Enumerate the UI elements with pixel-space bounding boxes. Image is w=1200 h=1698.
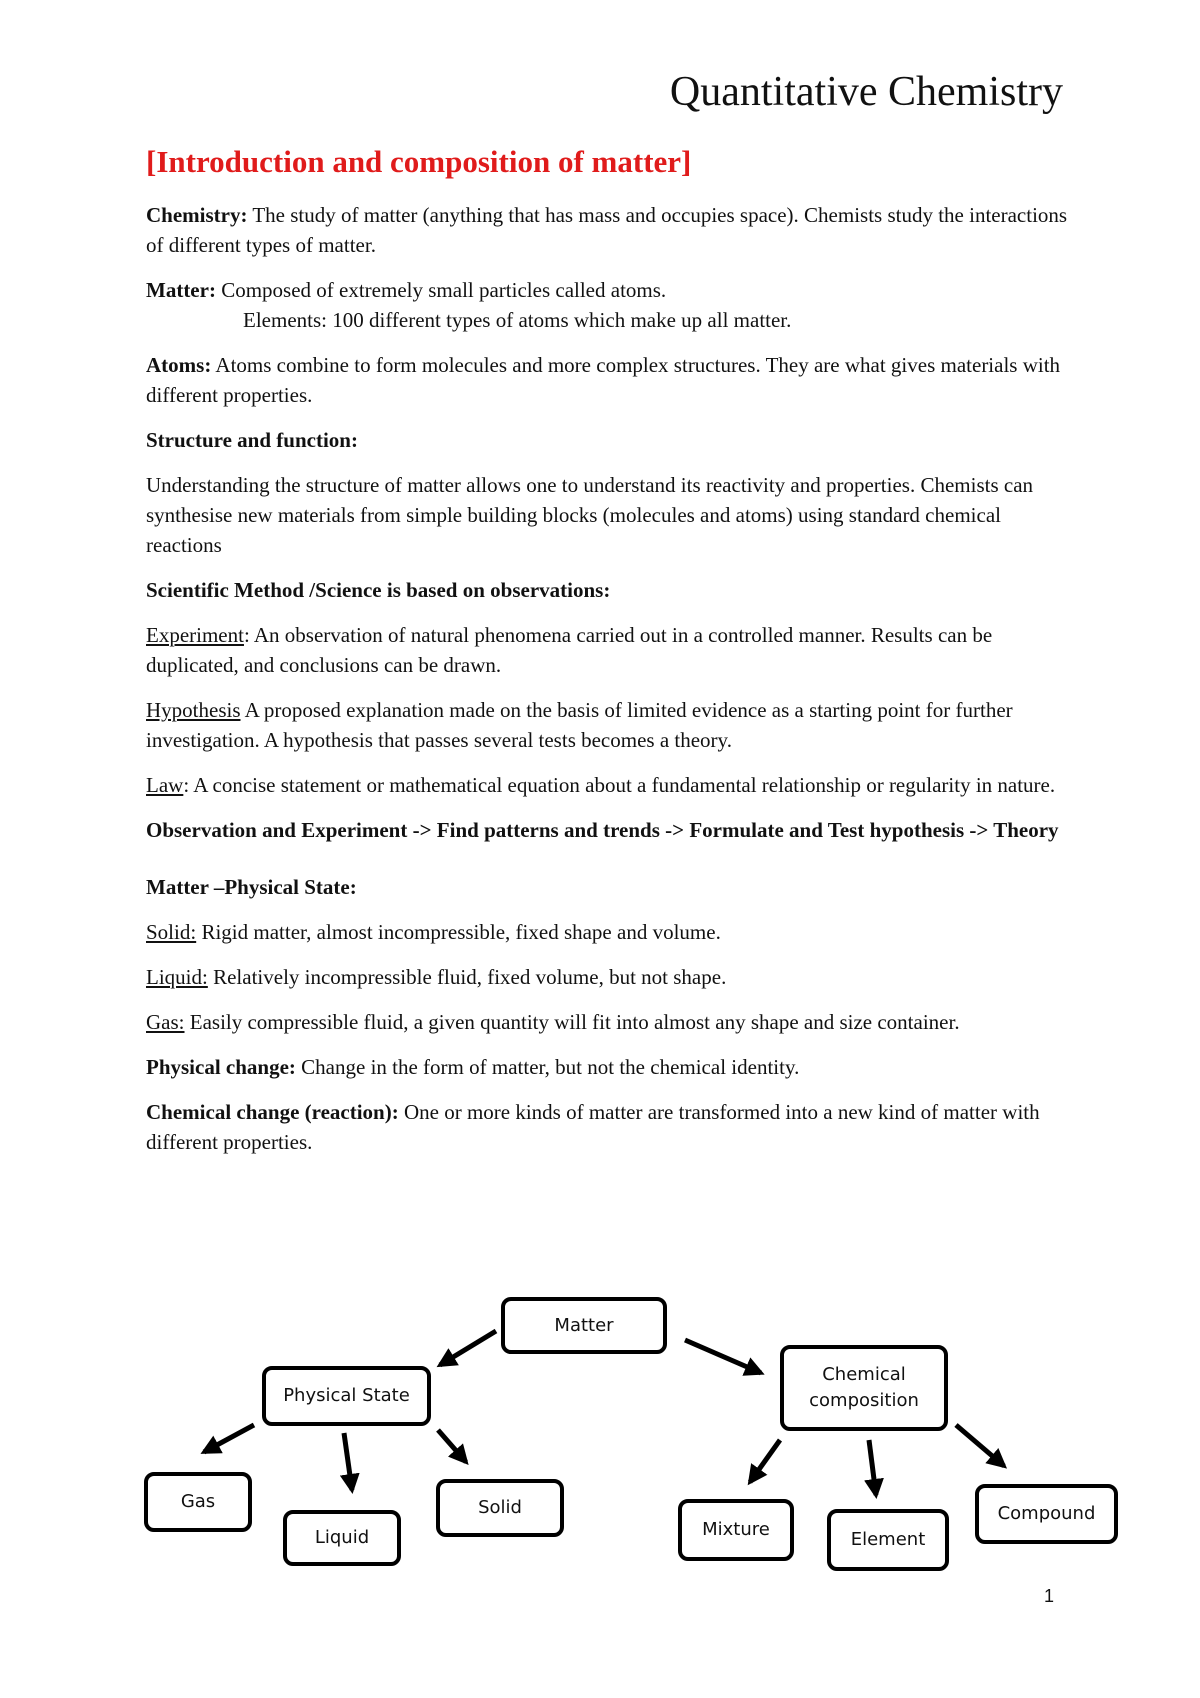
process-flow: Observation and Experiment -> Find patterns and trends -> Formulate and Test hypothesis -> Theory [146, 818, 1059, 842]
node-chemical-composition-label: Chemical composition [809, 1364, 919, 1411]
node-compound-label: Compound [997, 1503, 1096, 1524]
node-compound [975, 1484, 1118, 1544]
paragraph-structure: Understanding the structure of matter allows one to understand its reactivity and properties. Chemists can synthesise new materials from simple building blocks (molecules and atoms) using standard chemical reactions [146, 473, 1034, 557]
definition-gas: Easily compressible fluid, a given quantity will fit into almost any shape and size container. [184, 1010, 960, 1034]
definition-matter: Composed of extremely small particles called atoms. [215, 278, 667, 302]
node-liquid [283, 1510, 401, 1566]
definition-solid: Rigid matter, almost incompressible, fixed shape and volume. [196, 920, 721, 944]
definition-experiment: : An observation of natural phenomena carried out in a controlled manner. Results can be duplicated, and conclusions can be drawn. [146, 623, 993, 677]
term-law: Law [146, 773, 184, 797]
node-matter-label: Matter [554, 1314, 614, 1336]
node-gas [144, 1472, 252, 1532]
term-liquid: Liquid: [146, 965, 208, 989]
term-atoms: Atoms: [146, 353, 212, 377]
term-matter: Matter: [146, 278, 216, 302]
term-solid: Solid: [146, 920, 197, 944]
node-chemical-composition [780, 1345, 948, 1431]
term-chemical-change: Chemical change (reaction): [146, 1100, 399, 1124]
node-gas-label: Gas [180, 1491, 216, 1512]
page-title: Quantitative Chemistry [669, 69, 1063, 115]
heading-physical-state: Matter –Physical State: [146, 875, 357, 899]
arrow-physical-state-to-solid [438, 1430, 466, 1462]
node-solid [436, 1479, 564, 1537]
arrow-chemical-composition-to-mixture [750, 1440, 780, 1482]
definition-law: : A concise statement or mathematical equation about a fundamental relationship or regularity in nature. [183, 773, 1056, 797]
arrow-matter-to-physical-state [440, 1331, 496, 1365]
arrow-chemical-composition-to-element [869, 1440, 876, 1495]
heading-structure-function: Structure and function: [146, 428, 358, 452]
definition-physical-change: Change in the form of matter, but not the chemical identity. [295, 1055, 800, 1079]
node-mixture [678, 1499, 794, 1561]
definition-liquid: Relatively incompressible fluid, fixed volume, but not shape. [207, 965, 727, 989]
arrow-physical-state-to-liquid [344, 1433, 352, 1490]
arrow-matter-to-chemical-composition [685, 1340, 761, 1373]
node-matter [501, 1297, 667, 1354]
term-chemistry: Chemistry: [146, 203, 248, 227]
definition-chemical-change: One or more kinds of matter are transformed into a new kind of matter with different properties. [146, 1100, 1040, 1154]
definition-hypothesis: A proposed explanation made on the basis of limited evidence as a starting point for further investigation. A hypothesis that passes several tests becomes a theory. [146, 698, 1013, 752]
arrow-chemical-composition-to-compound [956, 1425, 1004, 1466]
term-experiment: Experiment [146, 623, 244, 647]
node-element-label: Element [850, 1529, 926, 1550]
section-heading: [Introduction and composition of matter] [146, 144, 692, 179]
heading-scientific-method: Scientific Method /Science is based on observations: [146, 578, 611, 602]
definition-chemistry: The study of matter (anything that has mass and occupies space). Chemists study the interactions of different types of matter. [146, 203, 1068, 257]
arrow-physical-state-to-gas [204, 1425, 254, 1452]
node-physical-state [262, 1366, 431, 1426]
node-liquid-label: Liquid [314, 1527, 370, 1548]
node-element [827, 1509, 949, 1571]
node-solid-label: Solid [478, 1497, 522, 1518]
term-gas: Gas: [146, 1010, 185, 1034]
definition-elements: Elements: 100 different types of atoms which make up all matter. [243, 308, 792, 332]
page-number: 1 [1044, 1586, 1055, 1606]
node-physical-state-label: Physical State [283, 1385, 410, 1406]
node-mixture-label: Mixture [702, 1519, 770, 1540]
definition-atoms: Atoms combine to form molecules and more complex structures. They are what gives materials with different properties. [146, 353, 1061, 407]
term-hypothesis: Hypothesis [146, 698, 241, 722]
term-physical-change: Physical change: [146, 1055, 296, 1079]
